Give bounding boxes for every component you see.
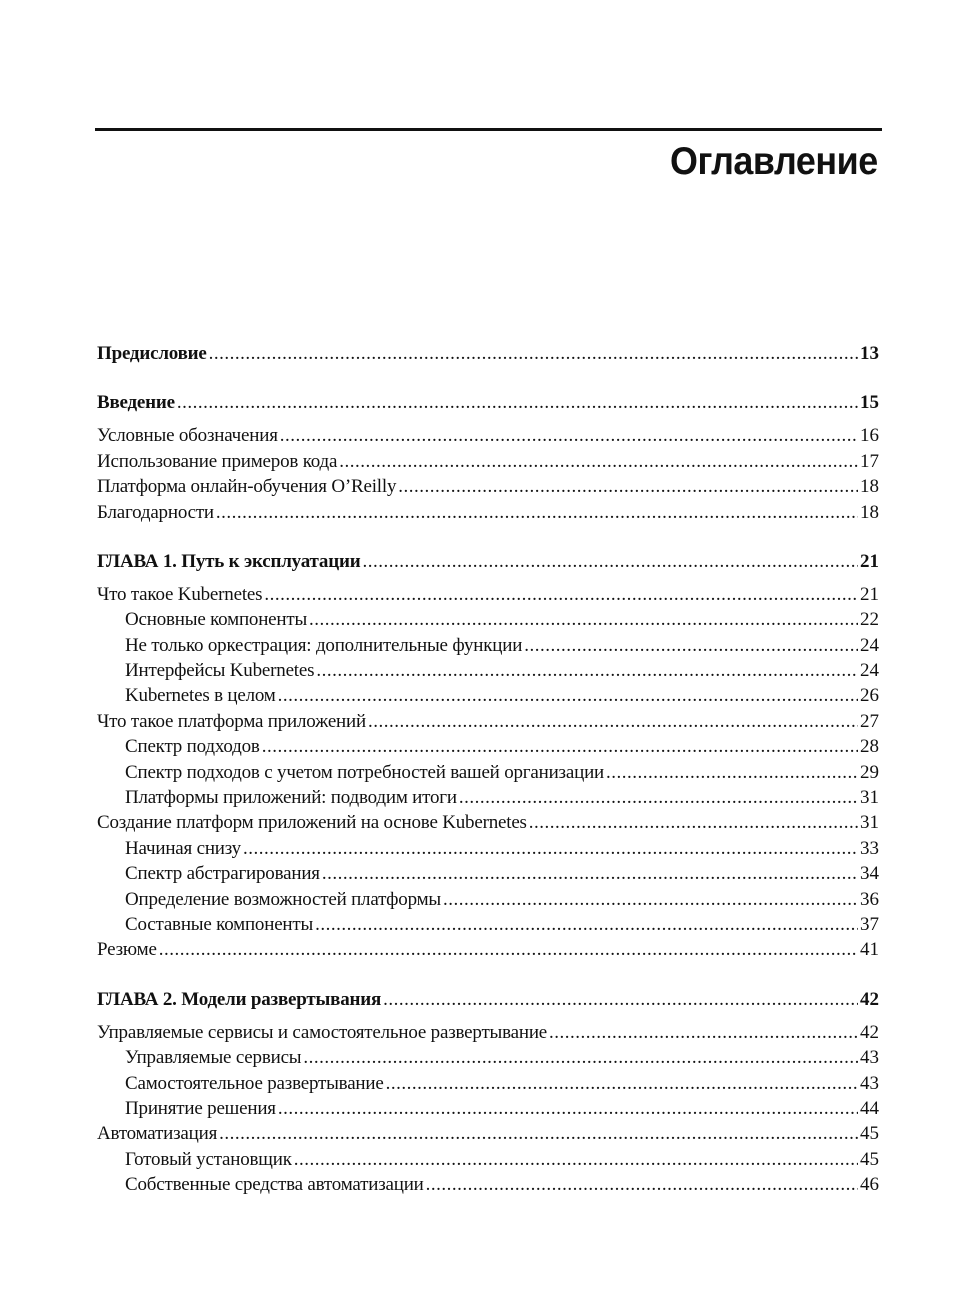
toc-entry-page: 45 — [860, 1123, 879, 1145]
toc-entry[interactable] — [97, 1020, 879, 1045]
dot-leader — [280, 423, 858, 448]
toc-entry[interactable] — [97, 633, 879, 658]
toc-entry-label: Интерфейсы Kubernetes — [125, 660, 315, 682]
toc-entry-label: Создание платформ приложений на основе Kubernetes — [97, 812, 527, 834]
toc-entry-label: Что такое платформа приложений — [97, 710, 366, 732]
toc-entry-label: Собственные средства автоматизации — [125, 1174, 424, 1196]
toc-entry-page: 45 — [860, 1148, 879, 1170]
toc-entry-label: Предисловие — [97, 343, 207, 364]
toc-entry-page: 42 — [860, 1021, 879, 1043]
toc-entry[interactable] — [97, 1071, 879, 1096]
toc-entry[interactable] — [97, 810, 879, 835]
toc-entry[interactable] — [97, 937, 879, 962]
dot-leader — [316, 658, 858, 683]
toc-entry[interactable] — [97, 861, 879, 886]
toc-entry-page: 41 — [860, 939, 879, 961]
toc-entry-label: Самостоятельное развертывание — [125, 1072, 384, 1094]
toc-entry-page: 21 — [860, 550, 879, 572]
dot-leader — [368, 709, 858, 734]
toc-entry[interactable] — [97, 658, 879, 683]
dot-leader — [278, 683, 858, 708]
toc-entry-label: Не только оркестрация: дополнительные функции — [125, 634, 523, 656]
toc-entry-label: Составные компоненты — [125, 914, 314, 935]
dot-leader — [459, 785, 858, 810]
dot-leader — [309, 607, 858, 632]
toc-entry[interactable] — [97, 683, 879, 708]
toc-entry-page: 15 — [860, 392, 879, 414]
dot-leader — [262, 734, 858, 759]
toc-entry-page: 33 — [860, 837, 879, 859]
toc-entry-page: 18 — [860, 476, 879, 498]
toc-chapter-entry[interactable] — [97, 390, 879, 415]
toc-entry-label: Спектр подходов — [125, 736, 260, 758]
dot-leader — [243, 836, 858, 861]
dot-leader — [362, 549, 858, 574]
toc-chapter-entry[interactable] — [97, 341, 879, 366]
toc-entry-page: 36 — [860, 888, 879, 910]
toc-chapter-entry[interactable] — [97, 549, 879, 574]
dot-leader — [315, 912, 858, 937]
toc-entry-label: Управляемые сервисы и самостоятельное развертывание — [97, 1021, 548, 1043]
toc-entry[interactable] — [97, 474, 879, 499]
toc-entry-page: 24 — [860, 634, 879, 656]
toc-entry-page: 28 — [860, 736, 879, 758]
dot-leader — [294, 1147, 858, 1172]
toc-entry-label: Платформы приложений: подводим итоги — [125, 787, 457, 809]
toc-entry-label: Условные обозначения — [97, 425, 278, 447]
dot-leader — [159, 937, 858, 962]
toc-entry[interactable] — [97, 449, 879, 474]
toc-entry-label: Благодарности — [97, 501, 214, 523]
dot-leader — [278, 1096, 858, 1121]
dot-leader — [264, 582, 858, 607]
toc-entry-page: 31 — [860, 787, 879, 809]
toc-entry-page: 16 — [860, 425, 879, 447]
toc-chapter-entry[interactable] — [97, 987, 879, 1012]
toc-entry-label: Автоматизация — [97, 1123, 218, 1145]
dot-leader — [216, 500, 858, 525]
dot-leader — [524, 633, 858, 658]
header-rule — [95, 128, 882, 131]
toc-entry-page: 29 — [860, 761, 879, 783]
toc-entry-label: Управляемые сервисы — [125, 1047, 302, 1069]
toc-entry-label: Kubernetes в целом — [125, 685, 276, 707]
dot-leader — [209, 341, 858, 366]
toc-entry-page: 18 — [860, 501, 879, 523]
toc-entry-label: ГЛАВА 2. Модели развертывания — [97, 988, 382, 1010]
toc-entry-label: Что такое Kubernetes — [97, 583, 263, 605]
toc-entry-page: 34 — [860, 863, 879, 885]
toc-entry-label: Готовый установщик — [125, 1148, 292, 1170]
toc-entry[interactable] — [97, 1096, 879, 1121]
dot-leader — [177, 390, 858, 415]
toc-entry[interactable] — [97, 887, 879, 912]
dot-leader — [386, 1071, 858, 1096]
page-title: Оглавление — [670, 140, 878, 183]
dot-leader — [529, 810, 858, 835]
toc-entry[interactable] — [97, 1045, 879, 1070]
dot-leader — [549, 1020, 858, 1045]
toc-entry-label: Спектр абстрагирования — [125, 863, 320, 885]
dot-leader — [443, 887, 858, 912]
toc-entry[interactable] — [97, 582, 879, 607]
dot-leader — [303, 1045, 858, 1070]
toc-entry[interactable] — [97, 760, 879, 785]
toc-entry[interactable] — [97, 785, 879, 810]
toc-entry[interactable] — [97, 423, 879, 448]
toc-entry-page: 43 — [860, 1047, 879, 1069]
dot-leader — [426, 1172, 858, 1197]
dot-leader — [339, 449, 858, 474]
dot-leader — [322, 861, 858, 886]
toc-entry[interactable] — [97, 836, 879, 861]
toc-entry-label: Платформа онлайн-обучения O’Reilly — [97, 476, 397, 498]
toc-entry-page: 46 — [860, 1174, 879, 1196]
toc-entry-label: Введение — [97, 392, 175, 414]
toc-entry-label: Принятие решения — [125, 1097, 276, 1119]
toc-entry[interactable] — [97, 1147, 879, 1172]
toc-entry[interactable] — [97, 734, 879, 759]
toc-entry-page: 27 — [860, 710, 879, 732]
toc-entry[interactable] — [97, 607, 879, 632]
toc-entry-page: 22 — [860, 609, 879, 631]
toc-entry-page: 24 — [860, 660, 879, 682]
table-of-contents — [97, 341, 879, 1198]
toc-entry-page: 42 — [860, 988, 879, 1010]
toc-entry-page: 17 — [860, 450, 879, 472]
dot-leader — [398, 474, 858, 499]
dot-leader — [219, 1121, 858, 1146]
toc-entry-page: 37 — [860, 914, 879, 935]
toc-entry-label: Определение возможностей платформы — [125, 888, 441, 910]
toc-entry[interactable] — [97, 1172, 879, 1197]
toc-entry-label: Использование примеров кода — [97, 450, 338, 472]
toc-entry-label: Основные компоненты — [125, 609, 308, 631]
toc-entry[interactable] — [97, 709, 879, 734]
toc-entry-label: Спектр подходов с учетом потребностей вашей организации — [125, 761, 605, 783]
dot-leader — [383, 987, 858, 1012]
toc-entry-label: Начиная снизу — [125, 837, 241, 859]
toc-entry[interactable] — [97, 912, 879, 937]
toc-entry[interactable] — [97, 500, 879, 525]
toc-entry-page: 26 — [860, 685, 879, 707]
toc-entry-label: Резюме — [97, 939, 157, 961]
toc-entry[interactable] — [97, 1121, 879, 1146]
toc-entry-page: 21 — [860, 583, 879, 605]
dot-leader — [606, 760, 858, 785]
toc-entry-page: 43 — [860, 1072, 879, 1094]
toc-entry-page: 13 — [860, 343, 879, 364]
toc-entry-page: 44 — [860, 1097, 879, 1119]
toc-entry-page: 31 — [860, 812, 879, 834]
toc-entry-label: ГЛАВА 1. Путь к эксплуатации — [97, 550, 361, 572]
